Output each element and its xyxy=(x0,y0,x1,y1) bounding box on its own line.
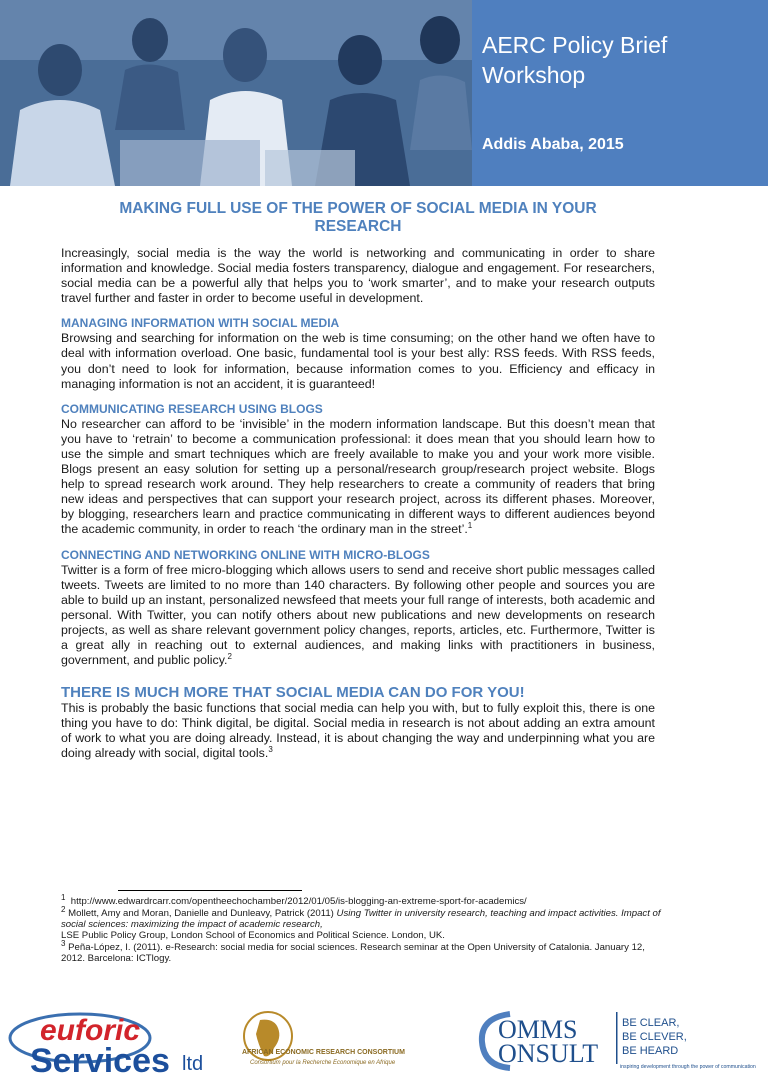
section-rss xyxy=(61,316,655,391)
footnote-ref[interactable]: 2 xyxy=(227,651,232,661)
footnote-ref[interactable]: 3 xyxy=(268,745,273,755)
svg-text:Services: Services xyxy=(30,1042,170,1076)
closing-paragraph: This is probably the basic functions that social media can help you with, but to fully exploit this, there is one thing you have to do: Think digital, be digital. Social media in research is not about adding an extra amount of work to what you are doing already. Instead, it is about changing the way and underpinning what you are doing already with social, digital tools.$^3$ xyxy=(61,701,655,761)
brief-title: AERC Policy Brief Workshop xyxy=(482,32,668,88)
footnotes xyxy=(61,892,661,965)
article-body xyxy=(61,200,655,772)
comms-consult-logo xyxy=(470,1004,766,1076)
svg-text:AFRICAN ECONOMIC RESEARCH CONS: AFRICAN ECONOMIC RESEARCH CONSORTIUM xyxy=(242,1049,405,1056)
svg-text:BE CLEAR,: BE CLEAR, xyxy=(622,1017,680,1029)
section-heading: MANAGING INFORMATION WITH SOCIAL MEDIA xyxy=(61,316,340,331)
footnote-link[interactable]: http://www.edwardrcarr.com/opentheechochamber/2012/01/05/is-blogging-an-extreme-sport-for-academics/ xyxy=(70,896,527,907)
footnote-ref[interactable]: 1 xyxy=(467,521,473,531)
footnote-1: $^1$ http://www.edwardrcarr.com/opentheechochamber/2012/01/05/is-blogging-an-extreme-sport-for-academics/ xyxy=(61,892,527,907)
svg-text:inspiring development through: inspiring development through the power of communication xyxy=(620,1064,756,1070)
closing-heading: THERE IS MUCH MORE THAT SOCIAL MEDIA CAN DO FOR YOU! xyxy=(61,684,525,702)
intro-paragraph: Increasingly, social media is the way the world is networking and communicating in order to share information and knowledge. Social media fosters transparency, dialogue and engagement. For researchers, social media can be a powerful ally that helps you to ‘work smarter’, and to make your research outputs travel further and faster in order to become useful in development. xyxy=(61,246,655,306)
workshop-photo-illustration xyxy=(0,0,472,186)
brief-date: Addis Ababa, 2015 xyxy=(482,136,624,153)
section-closing xyxy=(61,684,655,761)
footnote-2: $^2$ Mollett, Amy and Moran, Danielle and Dunleavy, Patrick (2011) Using Twitter in university research, teaching and impact activities. Impact of social sciences: maximizing the impact of academic research, LSE Public Policy Group, London School of Economics and Political Science. London, UK. xyxy=(61,904,661,941)
svg-text:euforic: euforic xyxy=(40,1014,141,1047)
aerc-logo xyxy=(240,1008,462,1076)
section-microblogs xyxy=(61,548,655,669)
section-paragraph: Browsing and searching for information on the web is time consuming; on the other hand we often have to deal with information overload. One basic, fundamental tool is your best ally: RSS feeds. With RSS feeds, you don’t need to look for information, because information comes to you. Efficiency and efficacy in managing information is not an accident, it is guaranteed! xyxy=(61,331,655,391)
svg-text:ONSULT: ONSULT xyxy=(498,1039,599,1068)
section-heading: COMMUNICATING RESEARCH USING BLOGS xyxy=(61,401,323,416)
header-panel xyxy=(472,0,768,186)
svg-text:OMMS: OMMS xyxy=(498,1015,578,1044)
section-heading: CONNECTING AND NETWORKING ONLINE WITH MICRO-BLOGS xyxy=(61,547,430,562)
svg-text:Consortium pour la Recherche E: Consortium pour la Recherche Economique en Afrique xyxy=(250,1060,396,1066)
header-photo xyxy=(0,0,472,186)
euforic-services-logo xyxy=(2,1008,234,1076)
article-title: MAKING FULL USE OF THE POWER OF SOCIAL MEDIA IN YOUR RESEARCH xyxy=(119,200,597,235)
svg-text:ltd: ltd xyxy=(182,1053,204,1075)
footnote-3: $^3$ Peña-López, I. (2011). e-Research: social media for social sciences. Research seminar at the Open University of Catalonia. January 12, 2012. Barcelona: ICTlogy. xyxy=(61,938,645,964)
footnote-divider xyxy=(118,890,302,891)
svg-text:BE HEARD: BE HEARD xyxy=(622,1045,679,1057)
svg-text:BE CLEVER,: BE CLEVER, xyxy=(622,1031,687,1043)
section-blogs xyxy=(61,402,655,538)
section-paragraph: No researcher can afford to be ‘invisible’ in the modern information landscape. But this doesn’t mean that you have to ‘retrain’ to become a communication professional: it does mean that you should learn how to use the simple and smart techniques which are freely available to make you and your work more visible. Blogs present an easy solution for setting up a personal/research group/research project website. Blogs help to spread research work around. They help researchers to create a community of readers that bring new ideas and perspectives that can support your research project, across its different phases. Moreover, by blogging, researchers learn and practice communicating in different ways to different audiences beyond the academic community, in order to reach ‘the ordinary man in the street’.$^1$ xyxy=(61,416,655,537)
section-paragraph: Twitter is a form of free micro-blogging which allows users to send and receive short public messages called tweets. Tweets are limited to no more than 140 characters. By following other people and sources you are able to build up an instant, personalized newsfeed that meets your full range of interests, both academic and personal. With Twitter, you can notify others about new publications and new developments on research projects, as well as share relevant government policy changes, reports, articles, etc. Furthermore, Twitter is a great ally in reaching out to external audiences, and making links with practitioners in business, government, and public policy.$^2$ xyxy=(61,562,655,668)
